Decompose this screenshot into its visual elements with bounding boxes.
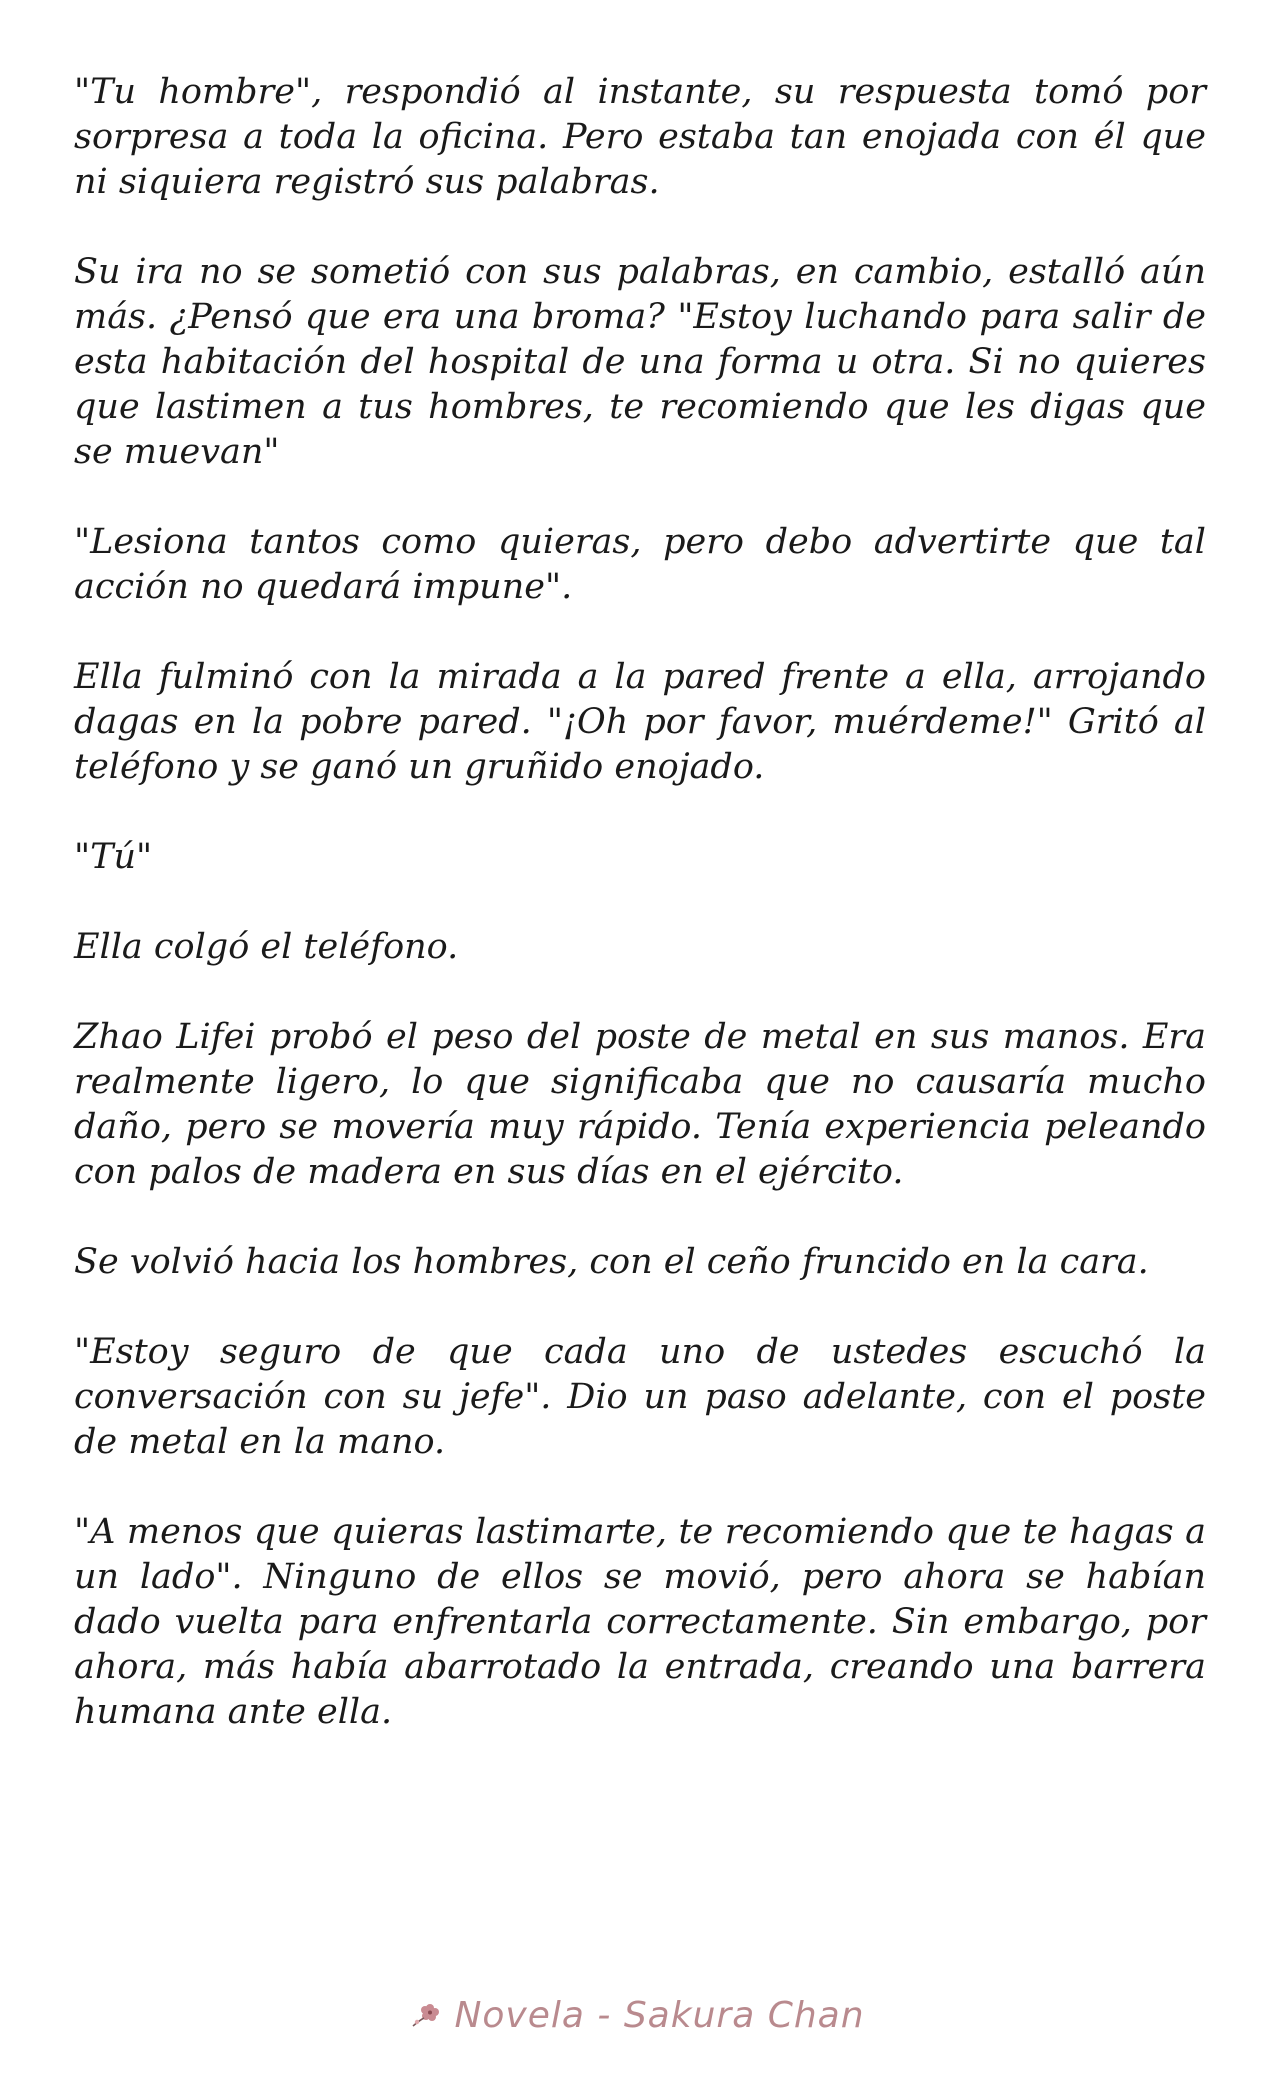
paragraph: Ella colgó el teléfono. — [74, 927, 459, 967]
paragraph: "Tu hombre", respondió al instante, su respuesta tomó por sorpresa a toda la oficina. Pero estaba tan enojada con él que ni siquiera registró sus palabras. — [74, 72, 1206, 202]
watermark-text: Novela - Sakura Chan — [454, 1994, 865, 2036]
sakura-blossom-icon — [410, 2000, 444, 2030]
paragraph: "Lesiona tantos como quieras, pero debo advertirte que tal acción no quedará impune". — [74, 522, 1206, 607]
watermark-footer — [0, 1985, 1275, 2045]
paragraph: "Tú" — [74, 837, 153, 877]
paragraph: "Estoy seguro de que cada uno de ustedes escuchó la conversación con su jefe". Dio un paso adelante, con el poste de metal en la mano. — [74, 1332, 1206, 1462]
paragraph: Se volvió hacia los hombres, con el ceño fruncido en la cara. — [74, 1242, 1149, 1282]
paragraph: "A menos que quieras lastimarte, te recomiendo que te hagas a un lado". Ninguno de ellos se movió, pero ahora se habían dado vuelta para enfrentarla correctamente. Sin embargo, por ahora, más había abarrotado la entrada, creando una barrera humana ante ella. — [74, 1512, 1206, 1732]
document-body — [74, 70, 1206, 1970]
paragraph: Ella fulminó con la mirada a la pared frente a ella, arrojando dagas en la pobre pared. "¡Oh por favor, muérdeme!" Gritó al teléfono y se ganó un gruñido enojado. — [74, 657, 1206, 787]
paragraph: Su ira no se sometió con sus palabras, en cambio, estalló aún más. ¿Pensó que era una broma? "Estoy luchando para salir de esta habitación del hospital de una forma u otra. Si no quieres que lastimen a tus hombres, te recomiendo que les digas que se muevan" — [74, 252, 1206, 472]
paragraph: Zhao Lifei probó el peso del poste de metal en sus manos. Era realmente ligero, lo que significaba que no causaría mucho daño, pero se movería muy rápido. Tenía experiencia peleando con palos de madera en sus días en el ejército. — [74, 1017, 1206, 1192]
